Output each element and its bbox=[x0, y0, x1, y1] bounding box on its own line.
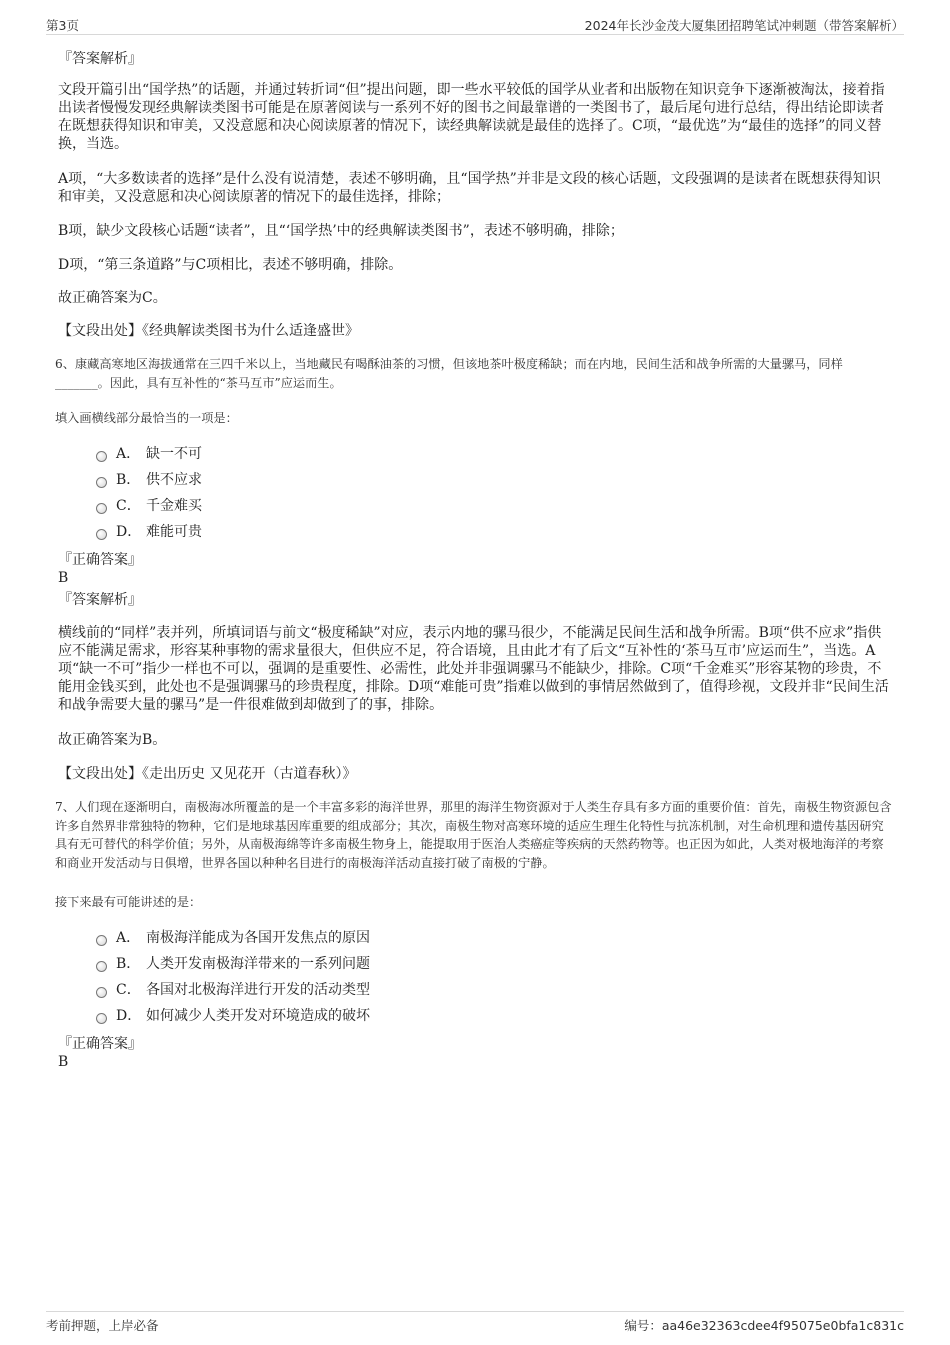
q7-option-d[interactable] bbox=[96, 1007, 370, 1025]
radio-icon[interactable] bbox=[96, 477, 107, 488]
page-footer bbox=[46, 1311, 904, 1336]
q6-option-a[interactable] bbox=[96, 445, 202, 463]
option-text: 南极海洋能成为各国开发焦点的原因 bbox=[146, 930, 370, 946]
q7-option-a[interactable] bbox=[96, 929, 370, 947]
document-title: 2024年长沙金茂大厦集团招聘笔试冲刺题（带答案解析） bbox=[584, 18, 904, 33]
q7-option-c[interactable] bbox=[96, 981, 370, 999]
radio-icon[interactable] bbox=[96, 987, 107, 998]
option-text: 如何减少人类开发对环境造成的破坏 bbox=[146, 1008, 370, 1024]
option-letter: B． bbox=[116, 472, 141, 488]
q6-conclusion: 故正确答案为B。 bbox=[58, 732, 167, 748]
q6-stem: 6、康藏高寒地区海拔通常在三四千米以上，当地藏民有喝酥油茶的习惯，但该地茶叶极度稀缺；而在内地，民间生活和战争所需的大量骡马，同样_______。因此，具有互补性的“茶马互市”应运而生。 bbox=[55, 357, 843, 390]
q7-stem: 7、人们现在逐渐明白，南极海冰所覆盖的是一个丰富多彩的海洋世界，那里的海洋生物资源对于人类生存具有多方面的重要价值：首先，南极生物资源包含许多自然界非常独特的物种，它们是地球基因库重要的组成部分；其次，南极生物对高寒环境的适应生理生化特性与抗冻机制，对生命机理和遗传基因研究具有无可替代的科学价值；另外，从南极海绵等许多南极生物身上，能提取用于医治人类癌症等疾病的天然药物等。也正因为如此，人类对极地海洋的考察和商业开发活动与日俱增，世界各国以种种名目进行的南极海洋活动直接打破了南极的宁静。 bbox=[55, 800, 892, 870]
option-letter: A． bbox=[116, 930, 141, 946]
footer-slogan: 考前押题，上岸必备 bbox=[46, 1318, 159, 1333]
document-id: 编号：aa46e32363cdee4f95075e0bfa1c831c bbox=[624, 1318, 904, 1333]
option-letter: A． bbox=[116, 446, 141, 462]
q7-answer: B bbox=[58, 1054, 69, 1070]
q5-option-d-analysis: D项，“第三条道路”与C项相比，表述不够明确，排除。 bbox=[58, 257, 403, 273]
option-text: 缺一不可 bbox=[146, 446, 202, 462]
q7-option-b[interactable] bbox=[96, 955, 370, 973]
q6-option-d[interactable] bbox=[96, 523, 202, 541]
q5-source: 【文段出处】《经典解读类图书为什么适逢盛世》 bbox=[58, 323, 359, 339]
option-letter: C． bbox=[116, 498, 141, 514]
radio-icon[interactable] bbox=[96, 529, 107, 540]
radio-icon[interactable] bbox=[96, 503, 107, 514]
q7-prompt: 接下来最有可能讲述的是： bbox=[55, 895, 202, 909]
q5-conclusion: 故正确答案为C。 bbox=[58, 290, 167, 306]
radio-icon[interactable] bbox=[96, 1013, 107, 1024]
q7-answer-label: 『正确答案』 bbox=[58, 1036, 142, 1052]
q6-option-c[interactable] bbox=[96, 497, 202, 515]
option-text: 各国对北极海洋进行开发的活动类型 bbox=[146, 982, 370, 998]
radio-icon[interactable] bbox=[96, 935, 107, 946]
q6-analysis-text: 横线前的“同样”表并列，所填词语与前文“极度稀缺”对应，表示内地的骡马很少，不能满足民间生活和战争所需。B项“供不应求”指供应不能满足需求，形容某种事物的需求量很大，但供应不足，符合语境，且由此才有了后文“互补性的‘茶马互市’应运而生”，当选。A项“缺一不可”指少一样也不可以，强调的是重要性、必需性，此处并非强调骡马不能缺少，排除。C项“千金难买”形容某物的珍贵，不能用金钱买到，此处也不是强调骡马的珍贵程度，排除。D项“难能可贵”指难以做到的事情居然做到了，值得珍视，文段并非“民间生活和战争需要大量的骡马”是一件很难做到却做到了的事，排除。 bbox=[58, 625, 889, 713]
q6-answer-label: 『正确答案』 bbox=[58, 552, 142, 568]
q6-answer: B bbox=[58, 570, 69, 586]
option-letter: C． bbox=[116, 982, 141, 998]
option-letter: D． bbox=[116, 524, 142, 540]
option-letter: D． bbox=[116, 1008, 142, 1024]
option-text: 供不应求 bbox=[146, 472, 202, 488]
q6-option-b[interactable] bbox=[96, 471, 202, 489]
q5-option-a-analysis: A项，“大多数读者的选择”是什么没有说清楚，表述不够明确，且“国学热”并非是文段的核心话题，文段强调的是读者在既想获得知识和审美，又没意愿和决心阅读原著的情况下的最佳选择，排除； bbox=[58, 171, 881, 205]
q5-analysis-text: 文段开篇引出“国学热”的话题，并通过转折词“但”提出问题，即一些水平较低的国学从业者和出版物在知识竞争下逐渐被淘汰，接着指出读者慢慢发现经典解读类图书可能是在原著阅读与一系列不好的图书之间最靠谱的一类图书了，最后尾句进行总结，得出结论即读者在既想获得知识和审美，又没意愿和决心阅读原著的情况下，读经典解读就是最佳的选择了。C项，“最优选”为“最佳的选择”的同义替换，当选。 bbox=[58, 82, 885, 152]
q6-prompt: 填入画横线部分最恰当的一项是： bbox=[55, 411, 238, 425]
radio-icon[interactable] bbox=[96, 451, 107, 462]
option-text: 千金难买 bbox=[146, 498, 202, 514]
page-header bbox=[46, 14, 904, 35]
q6-analysis-label: 『答案解析』 bbox=[58, 592, 142, 608]
option-text: 难能可贵 bbox=[146, 524, 202, 540]
q5-option-b-analysis: B项，缺少文段核心话题“读者”，且“‘国学热’中的经典解读类图书”，表述不够明确，排除； bbox=[58, 223, 624, 239]
option-letter: B． bbox=[116, 956, 141, 972]
radio-icon[interactable] bbox=[96, 961, 107, 972]
page-number: 第3页 bbox=[46, 18, 79, 33]
q6-source: 【文段出处】《走出历史 又见花开（古道春秋）》 bbox=[58, 766, 357, 782]
q5-analysis-label: 『答案解析』 bbox=[58, 51, 142, 67]
option-text: 人类开发南极海洋带来的一系列问题 bbox=[146, 956, 370, 972]
